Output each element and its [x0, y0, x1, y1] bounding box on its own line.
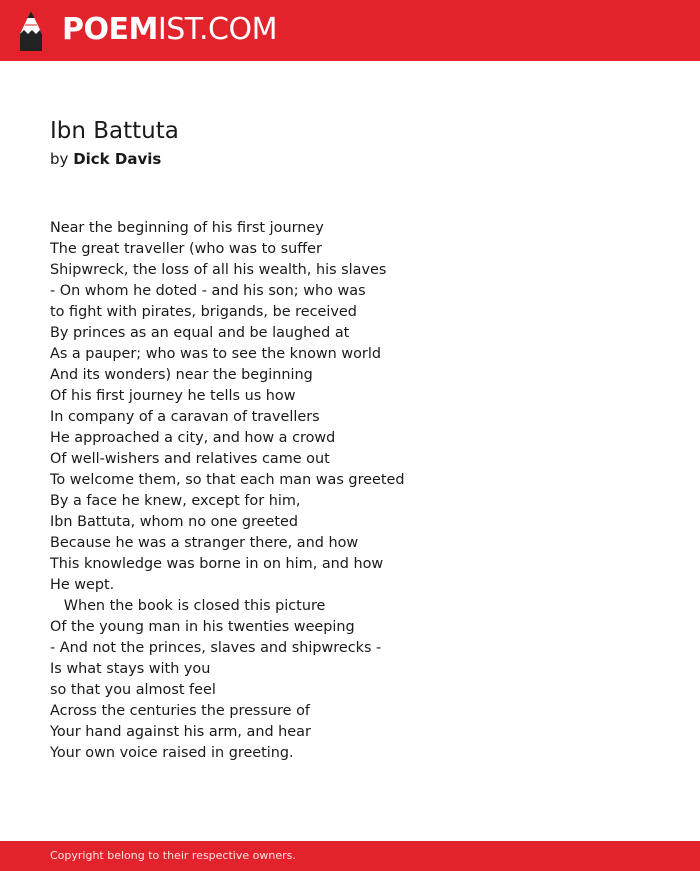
poem-line: Near the beginning of his first journey [50, 220, 324, 236]
copyright-notice: Copyright belong to their respective owners. [50, 849, 296, 862]
poem-line: By princes as an equal and be laughed at [50, 325, 350, 341]
logo-text-light: IST.COM [157, 12, 277, 47]
poem-line: Of well-wishers and relatives came out [50, 451, 330, 467]
site-header [0, 0, 700, 61]
poem-line: The great traveller (who was to suffer [50, 241, 322, 257]
poem-line: When the book is closed this picture [50, 598, 326, 614]
poem-body [50, 218, 670, 764]
poem-line: And its wonders) near the beginning [50, 367, 313, 383]
logo-text-strong: POEM [62, 12, 158, 47]
poem-line: Because he was a stranger there, and how [50, 535, 359, 551]
poem-line: Shipwreck, the loss of all his wealth, his slaves [50, 262, 387, 278]
site-logo[interactable] [62, 12, 277, 48]
author-name: Dick Davis [73, 150, 162, 168]
site-footer [0, 841, 700, 871]
poem-line: Is what stays with you [50, 661, 211, 677]
poem-line: Ibn Battuta, whom no one greeted [50, 514, 298, 530]
poem-line: Your hand against his arm, and hear [50, 724, 311, 740]
poem-line: Of the young man in his twenties weeping [50, 619, 355, 635]
poem-line: In company of a caravan of travellers [50, 409, 320, 425]
poem-line: Of his first journey he tells us how [50, 388, 296, 404]
poem-line: - And not the princes, slaves and shipwrecks - [50, 640, 382, 656]
poem-line: This knowledge was borne in on him, and how [50, 556, 384, 572]
poem-line: To welcome them, so that each man was greeted [50, 472, 405, 488]
poem-line: By a face he knew, except for him, [50, 493, 301, 509]
byline [50, 148, 161, 170]
poem-title: Ibn Battuta [50, 118, 179, 144]
poem-line: He wept. [50, 577, 115, 593]
pencil-tip-icon[interactable] [18, 10, 44, 52]
by-label: by [50, 150, 69, 168]
poem-line: to fight with pirates, brigands, be received [50, 304, 357, 320]
poem-line: so that you almost feel [50, 682, 216, 698]
poem-line: Your own voice raised in greeting. [50, 745, 294, 761]
poem-line: He approached a city, and how a crowd [50, 430, 336, 446]
poem-line: Across the centuries the pressure of [50, 703, 310, 719]
poem-line: As a pauper; who was to see the known world [50, 346, 381, 362]
poem-line: - On whom he doted - and his son; who was [50, 283, 366, 299]
